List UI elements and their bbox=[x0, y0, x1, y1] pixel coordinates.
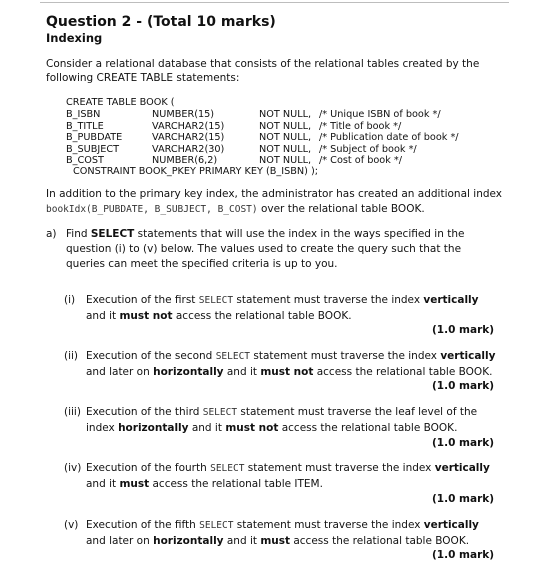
column-name: B_TITLE bbox=[66, 120, 104, 132]
part-a-line-1: Find SELECT statements that will use the index in the ways specified in the bbox=[66, 228, 465, 240]
question-title: Question 2 - (Total 10 marks) bbox=[46, 14, 276, 30]
intro-line-1: Consider a relational database that consists of the relational tables created by the bbox=[46, 58, 480, 70]
item-v-line-2: and later on horizontally and it must access the relational table BOOK. bbox=[86, 535, 470, 547]
column-comment: /* Title of book */ bbox=[319, 120, 402, 132]
item-iii-line-1: Execution of the third SELECT statement must traverse the leaf level of the bbox=[86, 406, 478, 418]
item-i-mark: (1.0 mark) bbox=[432, 324, 495, 336]
column-null: NOT NULL, bbox=[259, 120, 312, 132]
item-iv-line-2: and it must access the relational table ITEM. bbox=[86, 478, 323, 490]
top-rule bbox=[40, 2, 509, 3]
column-null: NOT NULL, bbox=[259, 143, 312, 155]
item-i-number: (i) bbox=[64, 294, 76, 306]
column-name: B_ISBN bbox=[66, 109, 101, 120]
column-type: NUMBER(15) bbox=[152, 109, 215, 120]
column-type: VARCHAR2(15) bbox=[152, 120, 225, 132]
column-comment: /* Publication date of book */ bbox=[319, 132, 459, 144]
addendum-tail: over the relational table BOOK. bbox=[257, 203, 425, 215]
item-iii-mark: (1.0 mark) bbox=[432, 437, 495, 449]
item-ii-line-1: Execution of the second SELECT statement must traverse the index vertically bbox=[86, 350, 496, 362]
column-name: B_PUBDATE bbox=[66, 132, 123, 144]
item-v-number: (v) bbox=[64, 519, 79, 531]
column-name: B_COST bbox=[66, 155, 104, 167]
item-i-line-2: and it must not access the relational table BOOK. bbox=[86, 310, 352, 322]
column-null: NOT NULL, bbox=[259, 132, 312, 144]
item-iv-line-1: Execution of the fourth SELECT statement must traverse the index vertically bbox=[86, 462, 490, 474]
column-comment: /* Cost of book */ bbox=[319, 155, 403, 167]
part-a-line-2: question (i) to (v) below. The values used to create the query such that the bbox=[66, 243, 462, 255]
part-a-label: a) bbox=[46, 228, 57, 240]
item-iii-number: (iii) bbox=[64, 406, 81, 418]
item-ii-mark: (1.0 mark) bbox=[432, 380, 495, 392]
column-comment: /* Unique ISBN of book */ bbox=[319, 109, 441, 120]
column-null: NOT NULL, bbox=[259, 109, 312, 120]
part-a-line-3: queries can meet the specified criteria is up to you. bbox=[66, 258, 338, 270]
item-i-line-1: Execution of the first SELECT statement must traverse the index vertically bbox=[86, 294, 479, 306]
column-type: VARCHAR2(30) bbox=[152, 143, 225, 155]
question-subtitle: Indexing bbox=[46, 31, 103, 45]
index-definition-code: bookIdx(B_PUBDATE, B_SUBJECT, B_COST) bbox=[46, 204, 258, 215]
constraint-line: CONSTRAINT BOOK_PKEY PRIMARY KEY (B_ISBN) ); bbox=[73, 166, 319, 177]
create-table-header: CREATE TABLE BOOK ( bbox=[66, 97, 175, 108]
item-v-mark: (1.0 mark) bbox=[432, 549, 495, 561]
item-iv-number: (iv) bbox=[64, 462, 82, 474]
column-type: NUMBER(6,2) bbox=[152, 155, 218, 167]
item-ii-line-2: and later on horizontally and it must not access the relational table BOOK. bbox=[86, 366, 493, 378]
addendum-line-2 bbox=[46, 202, 425, 217]
intro-line-2: following CREATE TABLE statements: bbox=[46, 72, 240, 84]
item-ii-number: (ii) bbox=[64, 350, 79, 362]
column-type: VARCHAR2(15) bbox=[152, 132, 225, 144]
column-null: NOT NULL, bbox=[259, 155, 312, 167]
column-name: B_SUBJECT bbox=[66, 143, 120, 155]
item-v-line-1: Execution of the fifth SELECT statement must traverse the index vertically bbox=[86, 519, 479, 531]
column-comment: /* Subject of book */ bbox=[319, 143, 417, 155]
addendum-line-1: In addition to the primary key index, the administrator has created an additional index bbox=[46, 188, 503, 200]
item-iii-line-2: index horizontally and it must not access the relational table BOOK. bbox=[86, 422, 458, 434]
item-iv-mark: (1.0 mark) bbox=[432, 493, 495, 505]
